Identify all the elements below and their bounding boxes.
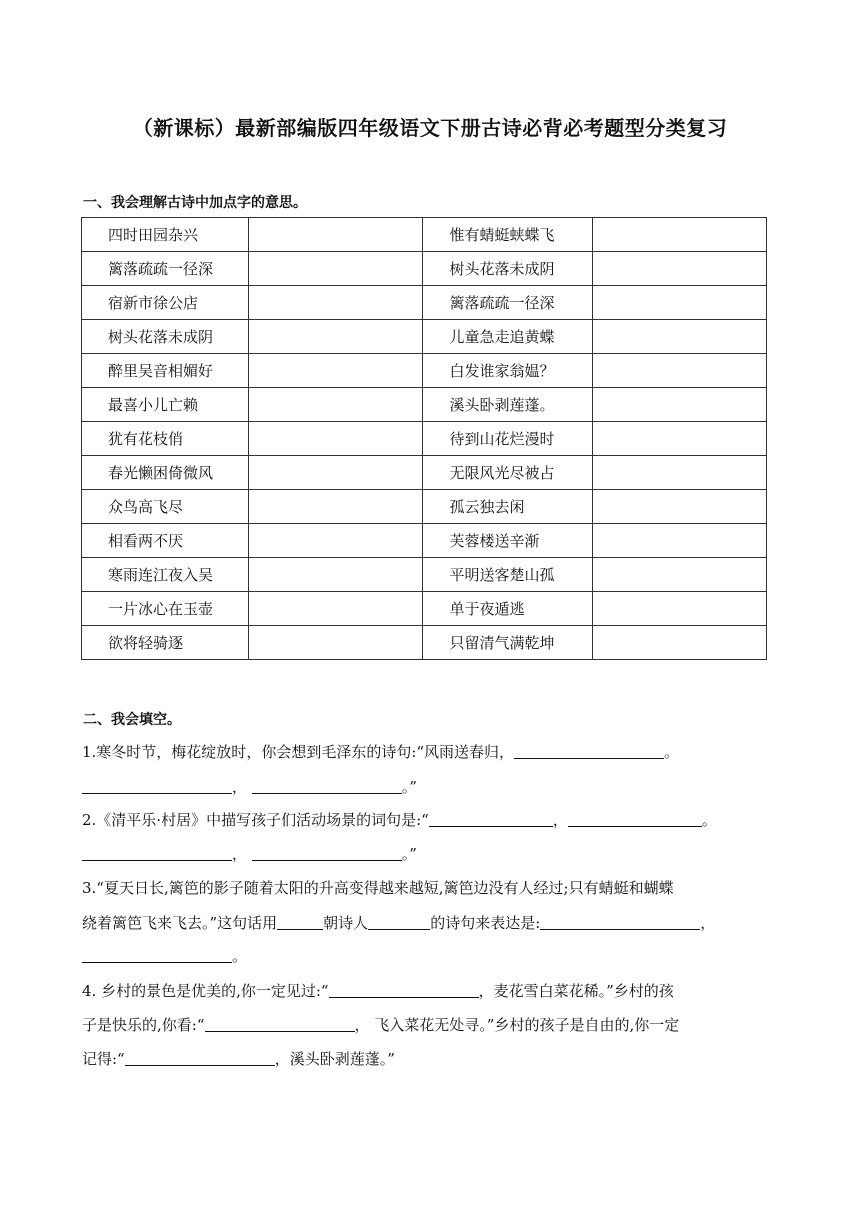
poem-phrase: 众鸟高飞尽 [82, 490, 249, 524]
answer-cell[interactable] [593, 524, 767, 558]
poem-phrase: 犹有花枝俏 [82, 422, 249, 456]
vocab-table [81, 217, 767, 660]
poem-phrase: 四时田园杂兴 [82, 218, 249, 252]
answer-cell[interactable] [593, 320, 767, 354]
table-row [82, 286, 767, 320]
answer-cell[interactable] [248, 490, 423, 524]
section-2-heading: 二、我会填空。 [83, 712, 181, 728]
poem-phrase: 春光懒困倚微风 [82, 456, 249, 490]
poem-phrase: 单于夜遁逃 [423, 592, 593, 626]
poem-phrase: 惟有蜻蜓蛱蝶飞 [423, 218, 593, 252]
table-row [82, 320, 767, 354]
question-4-line-2 [82, 1014, 679, 1035]
answer-cell[interactable] [248, 354, 423, 388]
answer-cell[interactable] [248, 592, 423, 626]
answer-cell[interactable] [248, 218, 423, 252]
question-3-text: 朝诗人 [323, 914, 369, 932]
question-2-text: 2.《清平乐·村居》中描写孩子们活动场景的词句是:“ [82, 811, 429, 829]
answer-cell[interactable] [593, 388, 767, 422]
punct: ， [232, 778, 248, 796]
poem-phrase: 溪头卧剥莲蓬。 [423, 388, 593, 422]
answer-blank[interactable] [514, 743, 664, 759]
punct: 。” [401, 845, 417, 863]
answer-cell[interactable] [248, 626, 423, 660]
answer-blank[interactable] [252, 778, 402, 794]
poem-phrase: 白发谁家翁媪？ [423, 354, 593, 388]
poem-phrase: 平明送客楚山孤 [423, 558, 593, 592]
punct: 。 [664, 743, 680, 761]
poem-phrase: 待到山花烂漫时 [423, 422, 593, 456]
answer-blank[interactable] [368, 914, 430, 930]
punct: ， [700, 914, 716, 932]
punct: 。 [232, 947, 248, 965]
table-row [82, 592, 767, 626]
question-4-text: ， 飞入菜花无处寻。”乡村的孩子是自由的,你一定 [354, 1016, 680, 1034]
question-1-line-2 [82, 776, 417, 797]
answer-cell[interactable] [248, 422, 423, 456]
table-row [82, 218, 767, 252]
question-3-line-3 [82, 945, 247, 966]
question-4-text: 记得:“ [82, 1050, 125, 1068]
answer-blank[interactable] [252, 845, 402, 861]
answer-blank[interactable] [277, 914, 323, 930]
answer-cell[interactable] [593, 592, 767, 626]
poem-phrase: 只留清气满乾坤 [423, 626, 593, 660]
poem-phrase: 醉里吴音相媚好 [82, 354, 249, 388]
answer-blank[interactable] [540, 914, 700, 930]
answer-blank[interactable] [429, 811, 553, 827]
question-4-text: ，麦花雪白菜花稀。”乡村的孩 [478, 982, 674, 1000]
poem-phrase: 寒雨连江夜入吴 [82, 558, 249, 592]
table-row [82, 456, 767, 490]
table-row [82, 558, 767, 592]
poem-phrase: 树头花落未成阴 [423, 252, 593, 286]
question-4-line-1 [82, 980, 674, 1001]
question-3-line-1: 3.“夏天日长,篱笆的影子随着太阳的升高变得越来越短,篱笆边没有人经过;只有蜻蜓和蝴蝶 [82, 879, 674, 897]
punct: ， [232, 845, 248, 863]
answer-cell[interactable] [248, 524, 423, 558]
question-4-line-3 [82, 1048, 395, 1069]
punct: 。” [401, 778, 417, 796]
poem-phrase: 篱落疏疏一径深 [423, 286, 593, 320]
answer-blank[interactable] [205, 1016, 355, 1032]
answer-blank[interactable] [82, 947, 232, 963]
table-row [82, 524, 767, 558]
question-3-line-2 [82, 912, 715, 933]
answer-cell[interactable] [248, 320, 423, 354]
poem-phrase: 篱落疏疏一径深 [82, 252, 249, 286]
table-row [82, 354, 767, 388]
poem-phrase: 芙蓉楼送辛渐 [423, 524, 593, 558]
question-4-text: 子是快乐的,你看:“ [82, 1016, 205, 1034]
answer-cell[interactable] [593, 558, 767, 592]
page-title: （新课标）最新部编版四年级语文下册古诗必背必考题型分类复习 [132, 116, 728, 140]
table-row [82, 252, 767, 286]
answer-blank[interactable] [329, 982, 479, 998]
table-row [82, 490, 767, 524]
answer-cell[interactable] [593, 252, 767, 286]
poem-phrase: 无限风光尽被占 [423, 456, 593, 490]
poem-phrase: 欲将轻骑逐 [82, 626, 249, 660]
table-row [82, 388, 767, 422]
question-1-line-1 [82, 741, 679, 762]
answer-blank[interactable] [82, 845, 232, 861]
poem-phrase: 相看两不厌 [82, 524, 249, 558]
poem-phrase: 树头花落未成阴 [82, 320, 249, 354]
question-3-text: 绕着篱笆飞来飞去。”这句话用 [82, 914, 278, 932]
poem-phrase: 最喜小儿亡赖 [82, 388, 249, 422]
answer-cell[interactable] [593, 456, 767, 490]
poem-phrase: 孤云独去闲 [423, 490, 593, 524]
table-row [82, 422, 767, 456]
answer-cell[interactable] [248, 558, 423, 592]
question-4-text: 4. 乡村的景色是优美的,你一定见过:“ [82, 982, 329, 1000]
answer-cell[interactable] [248, 252, 423, 286]
answer-cell[interactable] [248, 388, 423, 422]
answer-cell[interactable] [593, 218, 767, 252]
table-row [82, 626, 767, 660]
answer-blank[interactable] [125, 1050, 275, 1066]
answer-cell[interactable] [593, 490, 767, 524]
answer-cell[interactable] [593, 286, 767, 320]
answer-cell[interactable] [593, 354, 767, 388]
answer-cell[interactable] [248, 286, 423, 320]
answer-blank[interactable] [568, 811, 702, 827]
answer-cell[interactable] [248, 456, 423, 490]
section-1-heading: 一、我会理解古诗中加点字的意思。 [83, 195, 307, 211]
poem-phrase: 一片冰心在玉壶 [82, 592, 249, 626]
question-3-text: 的诗句来表达是: [430, 914, 541, 932]
answer-blank[interactable] [82, 778, 232, 794]
question-2-line-2 [82, 843, 417, 864]
answer-cell[interactable] [593, 626, 767, 660]
answer-cell[interactable] [593, 422, 767, 456]
punct: ， [552, 811, 568, 829]
question-2-line-1 [82, 809, 717, 830]
punct: 。 [701, 811, 717, 829]
question-1-text: 1.寒冬时节，梅花绽放时，你会想到毛泽东的诗句:“风雨送春归， [82, 743, 515, 761]
poem-phrase: 宿新市徐公店 [82, 286, 249, 320]
poem-phrase: 儿童急走追黄蝶 [423, 320, 593, 354]
question-4-text: ，溪头卧剥莲蓬。” [274, 1050, 395, 1068]
